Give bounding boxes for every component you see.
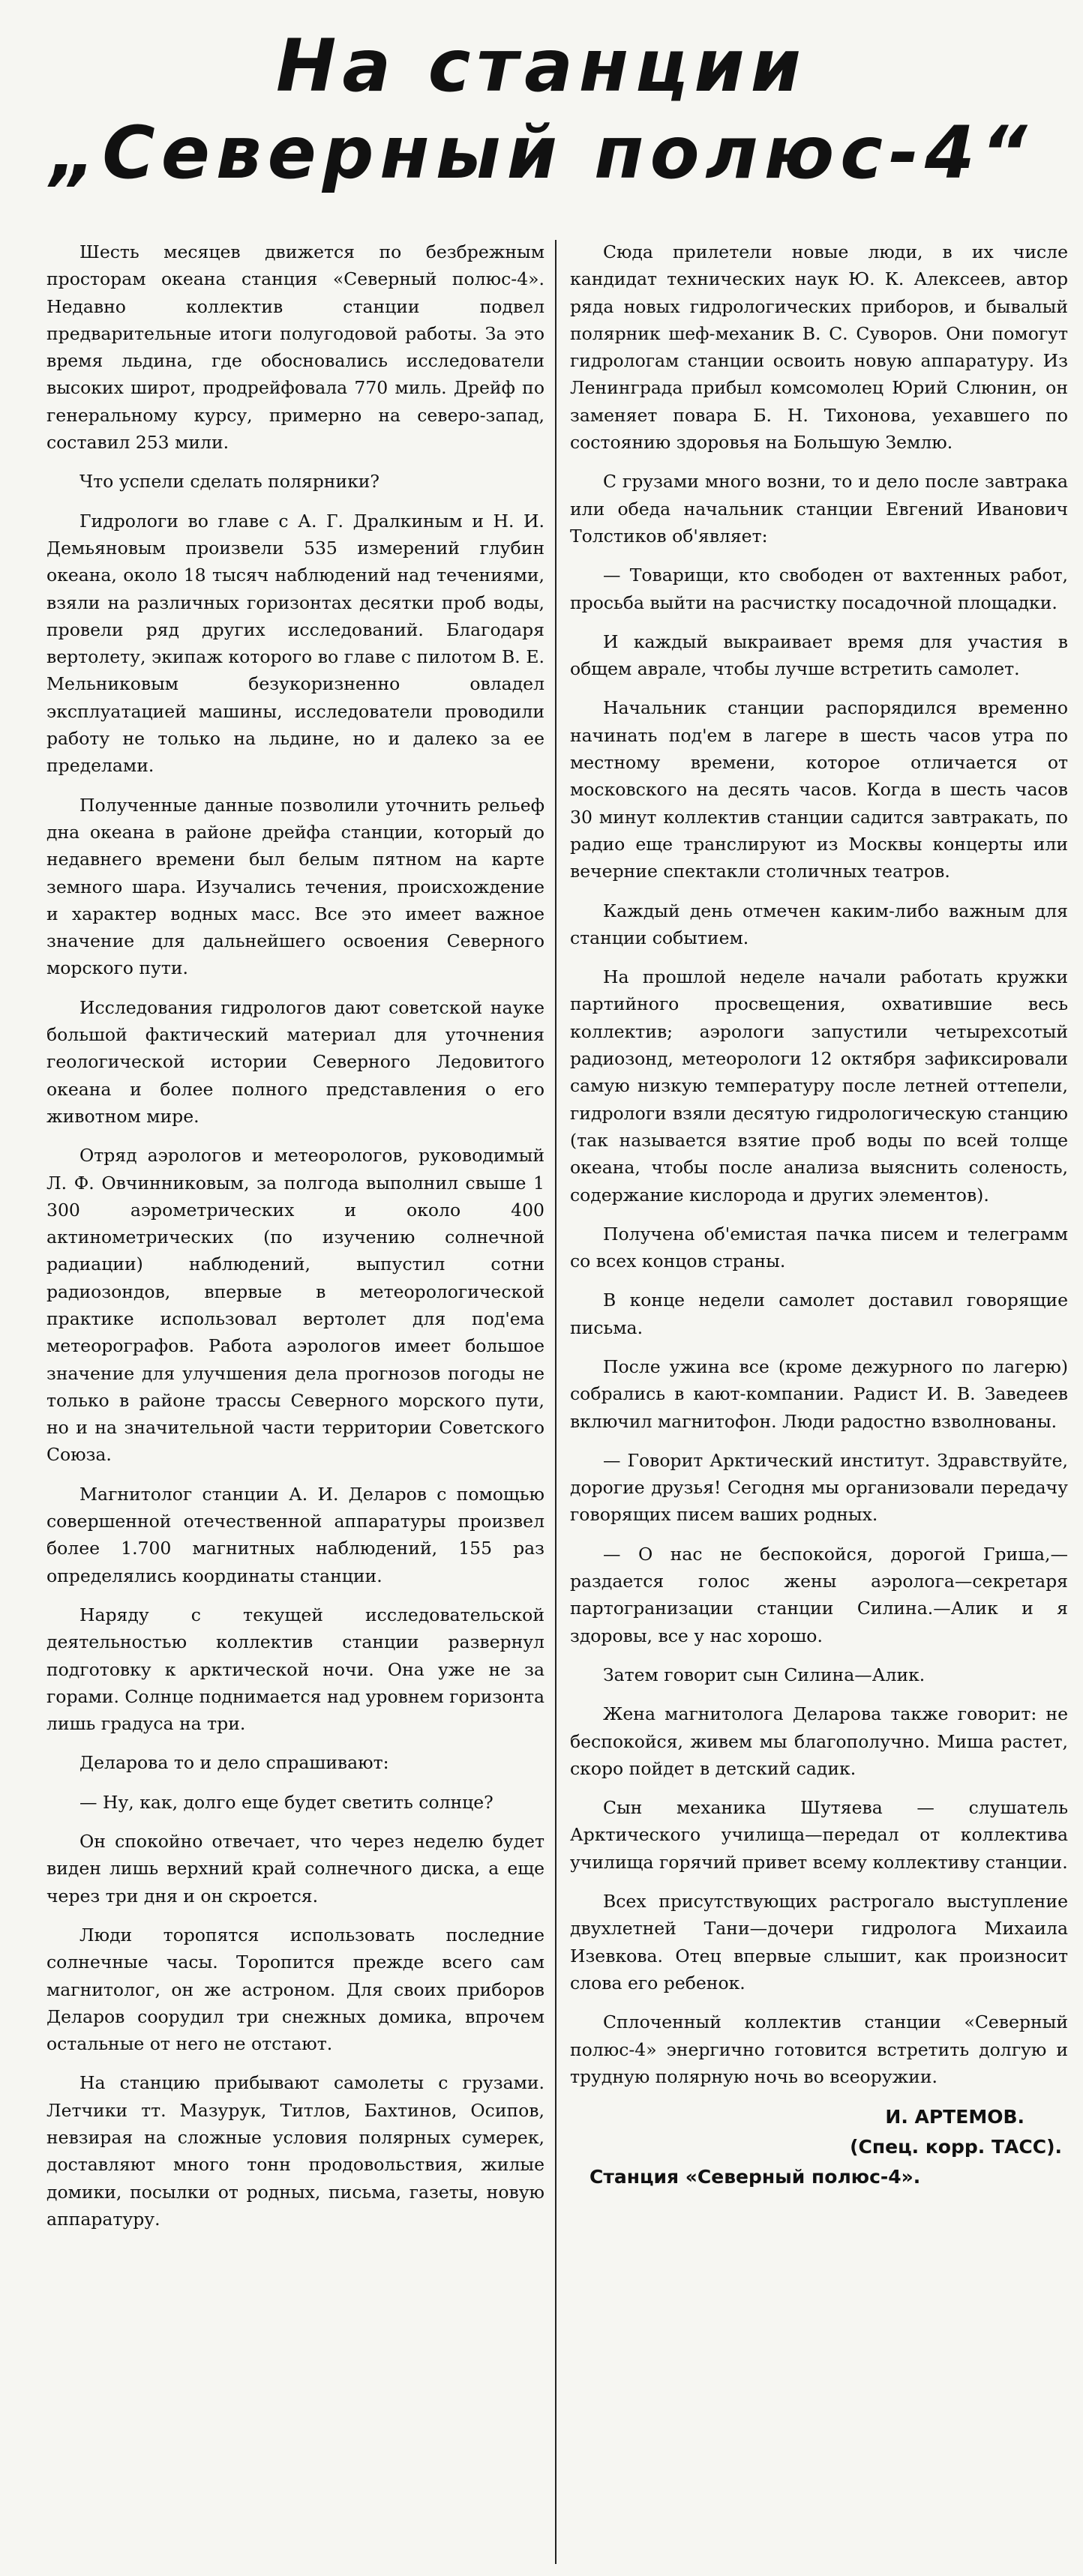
paragraph: На станцию прибывают самолеты с грузами. Летчики тт. Мазурук, Титлов, Бахтинов, Осипов, невзирая на сложные условия полярных сумерек, доставляют много тонн продовольствия, жилые домики, посылки от родных, письма, газеты, новую аппаратуру. <box>46 2072 544 2230</box>
column-divider <box>555 240 556 2564</box>
paragraph: Исследования гидрологов дают советской науке большой фактический материал для уточнения геологической истории Северного Ледовитого океана и более полного представления о его животном мире. <box>46 996 544 1127</box>
paragraph: Гидрологи во главе с А. Г. Дралкиным и Н. И. Демьяновым произвели 535 измерений глубин океана, около 18 тысяч наблюдений над течениями, взяли на различных горизонтах десятки проб воды, провели ряд других исследований. Благодаря вертолету, экипаж которого во главе с пилотом В. Е. Мельниковым безукоризненно овладел эксплуатацией машины, исследователи проводили работу не только на льдине, но и далеко за ее пределами. <box>46 510 544 777</box>
paragraph: Магнитолог станции А. И. Деларов с помощью совершенной отечественной аппаратуры произвел более 1.700 магнитных наблюдений, 155 раз определялись координаты станции. <box>46 1483 544 1586</box>
paragraph: Он спокойно отвечает, что через неделю будет виден лишь верхний край солнечного диска, а еще через три дня и он скроется. <box>46 1831 544 1907</box>
paragraph: — Ну, как, долго еще будет светить солнце? <box>80 1791 494 1813</box>
headline-line-1: На станции <box>276 24 807 108</box>
paragraph: С грузами много возни, то и дело после завтрака или обеда начальник станции Евгений Иванович Толстиков об'являет: <box>570 471 1068 547</box>
paragraph: После ужина все (кроме дежурного по лагерю) собрались в кают-компании. Радист И. В. Заведеев включил магнитофон. Люди радостно взволнованы. <box>570 1355 1068 1432</box>
paragraph: Сюда прилетели новые люди, в их числе кандидат технических наук Ю. К. Алексеев, автор ряда новых гидрологических приборов, и бывалый полярник шеф-механик В. С. Суворов. Они помогут гидрологам станции освоить новую аппаратуру. Из Ленинграда прибыл комсомолец Юрий Слюнин, он заменяет повара Б. Н. Тихонова, уехавшего по состоянию здоровья на Большую Землю. <box>570 241 1068 454</box>
author-name: И. АРТЕМОВ. <box>885 2106 1024 2128</box>
paragraph: Начальник станции распорядился временно начинать под'ем в лагере в шесть часов утра по местному времени, которое отличается от московского на десять часов. Когда в шесть часов 30 минут коллектив станции садится завтракать, по радио еще транслируют из Москвы концерты или вечерние спектакли столичных театров. <box>570 697 1068 882</box>
paragraph: Шесть месяцев движется по безбрежным просторам океана станция «Северный полюс-4». Недавно коллектив станции подвел предварительные итоги полугодовой работы. За это время льдина, где обосновались исследователи высоких широт, продрейфовала 770 миль. Дрейф по генеральному курсу, примерно на северо-запад, составил 253 мили. <box>46 241 544 454</box>
signature-block <box>570 2102 1068 2162</box>
paragraph: Затем говорит сын Силина—Алик. <box>603 1664 926 1685</box>
paragraph: Получена об'емистая пачка писем и телеграмм со всех концов страны. <box>570 1223 1068 1272</box>
article-headline <box>0 22 1083 196</box>
paragraph: Всех присутствующих растрогало выступление двухлетней Тани—дочери гидролога Михаила Изевкова. Отец впервые слышит, как произносит слова его ребенок. <box>570 1891 1068 1993</box>
paragraph: — Товарищи, кто свободен от вахтенных работ, просьба выйти на расчистку посадочной площадки. <box>570 565 1068 613</box>
paragraph: Полученные данные позволили уточнить рельеф дна океана в районе дрейфа станции, который до недавнего времени был белым пятном на карте земного шара. Изучались течения, происхождение и характер водных масс. Все это имеет важное значение для дальнейшего освоения Северного морского пути. <box>46 794 544 979</box>
right-column <box>570 238 1068 2192</box>
paragraph: В конце недели самолет доставил говорящие письма. <box>570 1289 1068 1338</box>
paragraph: Сын механика Шутяева — слушатель Арктического училища—передал от коллектива училища горячий привет всему коллективу станции. <box>570 1797 1068 1873</box>
paragraph: Каждый день отмечен каким-либо важным для станции событием. <box>570 900 1068 948</box>
paragraph: Деларова то и дело спрашивают: <box>80 1752 389 1774</box>
paragraph: Жена магнитолога Деларова также говорит: не беспокойся, живем мы благополучно. Миша растет, скоро пойдет в детский садик. <box>570 1703 1068 1779</box>
paragraph: Люди торопятся использовать последние солнечные часы. Торопится прежде всего сам магнитолог, он же астроном. Для своих приборов Деларов соорудил три снежных домика, впрочем остальные от него не отстают. <box>46 1924 544 2055</box>
headline-line-2: „Северный полюс-4“ <box>50 111 1034 195</box>
paragraph: Сплоченный коллектив станции «Северный полюс-4» энергично готовится встретить долгую и трудную полярную ночь во всеоружии. <box>570 2011 1068 2087</box>
paragraph: — Говорит Арктический институт. Здравствуйте, дорогие друзья! Сегодня мы организовали передачу говорящих писем ваших родных. <box>570 1449 1068 1526</box>
paragraph: — О нас не беспокойся, дорогой Гриша,—раздается голос жены аэролога—секретаря партогранизации станции Силина.—Алик и я здоровы, все у нас хорошо. <box>570 1543 1068 1646</box>
paragraph: Наряду с текущей исследовательской деятельностью коллектив станции развернул подготовку к арктической ночи. Она уже не за горами. Солнце поднимается над уровнем горизонта лишь градуса на три. <box>46 1604 544 1735</box>
right-column-paragraphs <box>570 238 1068 2090</box>
paragraph: На прошлой неделе начали работать кружки партийного просвещения, охватившие весь коллектив; аэрологи запустили четырехсотый радиозонд, метеорологи 12 октября зафиксировали самую низкую температуру после летней оттепели, гидрологи взяли десятую гидрологическую станцию (так называется взятие проб воды по всей толще океана, чтобы после анализа выяснить соленость, содержание кислорода и других элементов). <box>570 966 1068 1206</box>
paragraph: Отряд аэрологов и метеорологов, руководимый Л. Ф. Овчинниковым, за полгода выполнил свыше 1 300 аэрометрических и около 400 актинометрических (по изучению солнечной радиации) наблюдений, выпустил сотни радиозондов, впервые в метеорологической практике использовал вертолет для под'ема метеорографов. Работа аэрологов имеет большое значение для улучшения дела прогнозов погоды не только в районе трассы Северного морского пути, но и на значительной части территории Советского Союза. <box>46 1145 544 1466</box>
author-credit: (Спец. корр. ТАСС). <box>850 2136 1062 2158</box>
paragraph: Что успели сделать полярники? <box>80 471 380 493</box>
dateline-place: Станция «Северный полюс-4». <box>590 2166 921 2188</box>
paragraph: И каждый выкраивает время для участия в общем аврале, чтобы лучше встретить самолет. <box>570 631 1068 680</box>
left-column <box>46 238 544 2245</box>
